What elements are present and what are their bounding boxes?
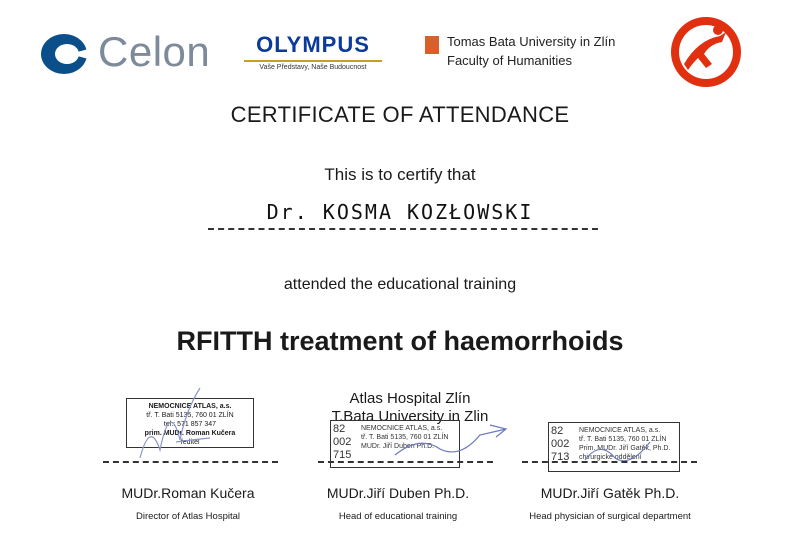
signatory-name: MUDr.Jiří Duben Ph.D.	[326, 485, 470, 501]
stamp-text	[579, 426, 670, 462]
university-name: T.Bata University in Zlin	[331, 408, 489, 425]
course-title: RFITTH treatment of haemorrhoids	[176, 326, 624, 356]
signatory-role: Director of Atlas Hospital	[135, 511, 240, 522]
signature-line	[522, 461, 697, 463]
stamp-number-part: 713	[551, 451, 570, 463]
recipient-name: Dr. KOSMA KOZŁOWSKI	[266, 200, 534, 224]
olympus-underline	[244, 60, 382, 62]
stamp-line: NEMOCNICE ATLAS, a.s.	[579, 427, 661, 434]
celon-wordmark: Celon	[98, 28, 211, 75]
stamp-number	[551, 425, 569, 464]
red-runner-logo-icon	[668, 14, 744, 90]
signature-line	[103, 461, 278, 463]
stamp-line: Prim. MUDr. Jiří Gatěk, Ph.D.	[579, 445, 671, 452]
olympus-tagline: Vaše Představy, Naše Budoucnost	[259, 64, 367, 71]
stamp-line: MUDr. Jiří Duben Ph.D.	[361, 443, 435, 450]
stamp-line: tel.: 571 857 347	[163, 421, 217, 428]
stamp-line: tř. T. Bati 5135, 760 01 ZLÍN	[361, 434, 449, 441]
stamp-number	[333, 423, 351, 462]
stamp-line: chirurgické oddělení	[579, 454, 642, 461]
stamp-line: prim. MUDr. Roman Kučera	[144, 430, 236, 437]
stamp-number-part: 82	[551, 425, 564, 437]
signatory-role: Head physician of surgical department	[529, 511, 691, 522]
tbu-faculty: Faculty of Humanities	[447, 53, 572, 68]
stamp-surgical-head	[548, 422, 680, 472]
stamp-number-part: 002	[333, 436, 352, 448]
certify-text: This is to certify that	[324, 165, 476, 184]
celon-swoosh-icon	[40, 32, 92, 76]
tbu-name: Tomas Bata University in Zlín	[447, 34, 616, 49]
attended-text: attended the educational training	[283, 276, 517, 293]
celon-logo	[40, 30, 215, 80]
stamp-line: ředitel	[180, 439, 200, 446]
signatory-role: Head of educational training	[338, 511, 458, 522]
stamp-number-part: 002	[551, 438, 570, 450]
stamp-number-part: 82	[333, 423, 346, 435]
certificate-title: CERTIFICATE OF ATTENDANCE	[230, 102, 570, 127]
tbu-logo	[425, 34, 645, 74]
signature-line	[318, 461, 493, 463]
olympus-wordmark: OLYMPUS	[256, 32, 370, 57]
stamp-line: NEMOCNICE ATLAS, a.s.	[361, 425, 443, 432]
name-underline	[208, 228, 598, 230]
stamp-text	[361, 424, 448, 451]
hospital-name: Atlas Hospital Zlín	[349, 390, 471, 407]
tbu-emblem-icon	[425, 36, 439, 54]
olympus-logo	[238, 32, 388, 76]
signatory-name: MUDr.Jiří Gatěk Ph.D.	[540, 485, 680, 501]
stamp-line: tř. T. Bati 5135, 760 01 ZLÍN	[146, 412, 234, 419]
stamp-line: tř. T. Bati 5135, 760 01 ZLÍN	[579, 436, 667, 443]
stamp-number-part: 715	[333, 449, 352, 461]
stamp-line: NEMOCNICE ATLAS, a.s.	[148, 403, 232, 410]
stamp-director	[126, 398, 254, 448]
signatory-name: MUDr.Roman Kučera	[121, 485, 255, 501]
